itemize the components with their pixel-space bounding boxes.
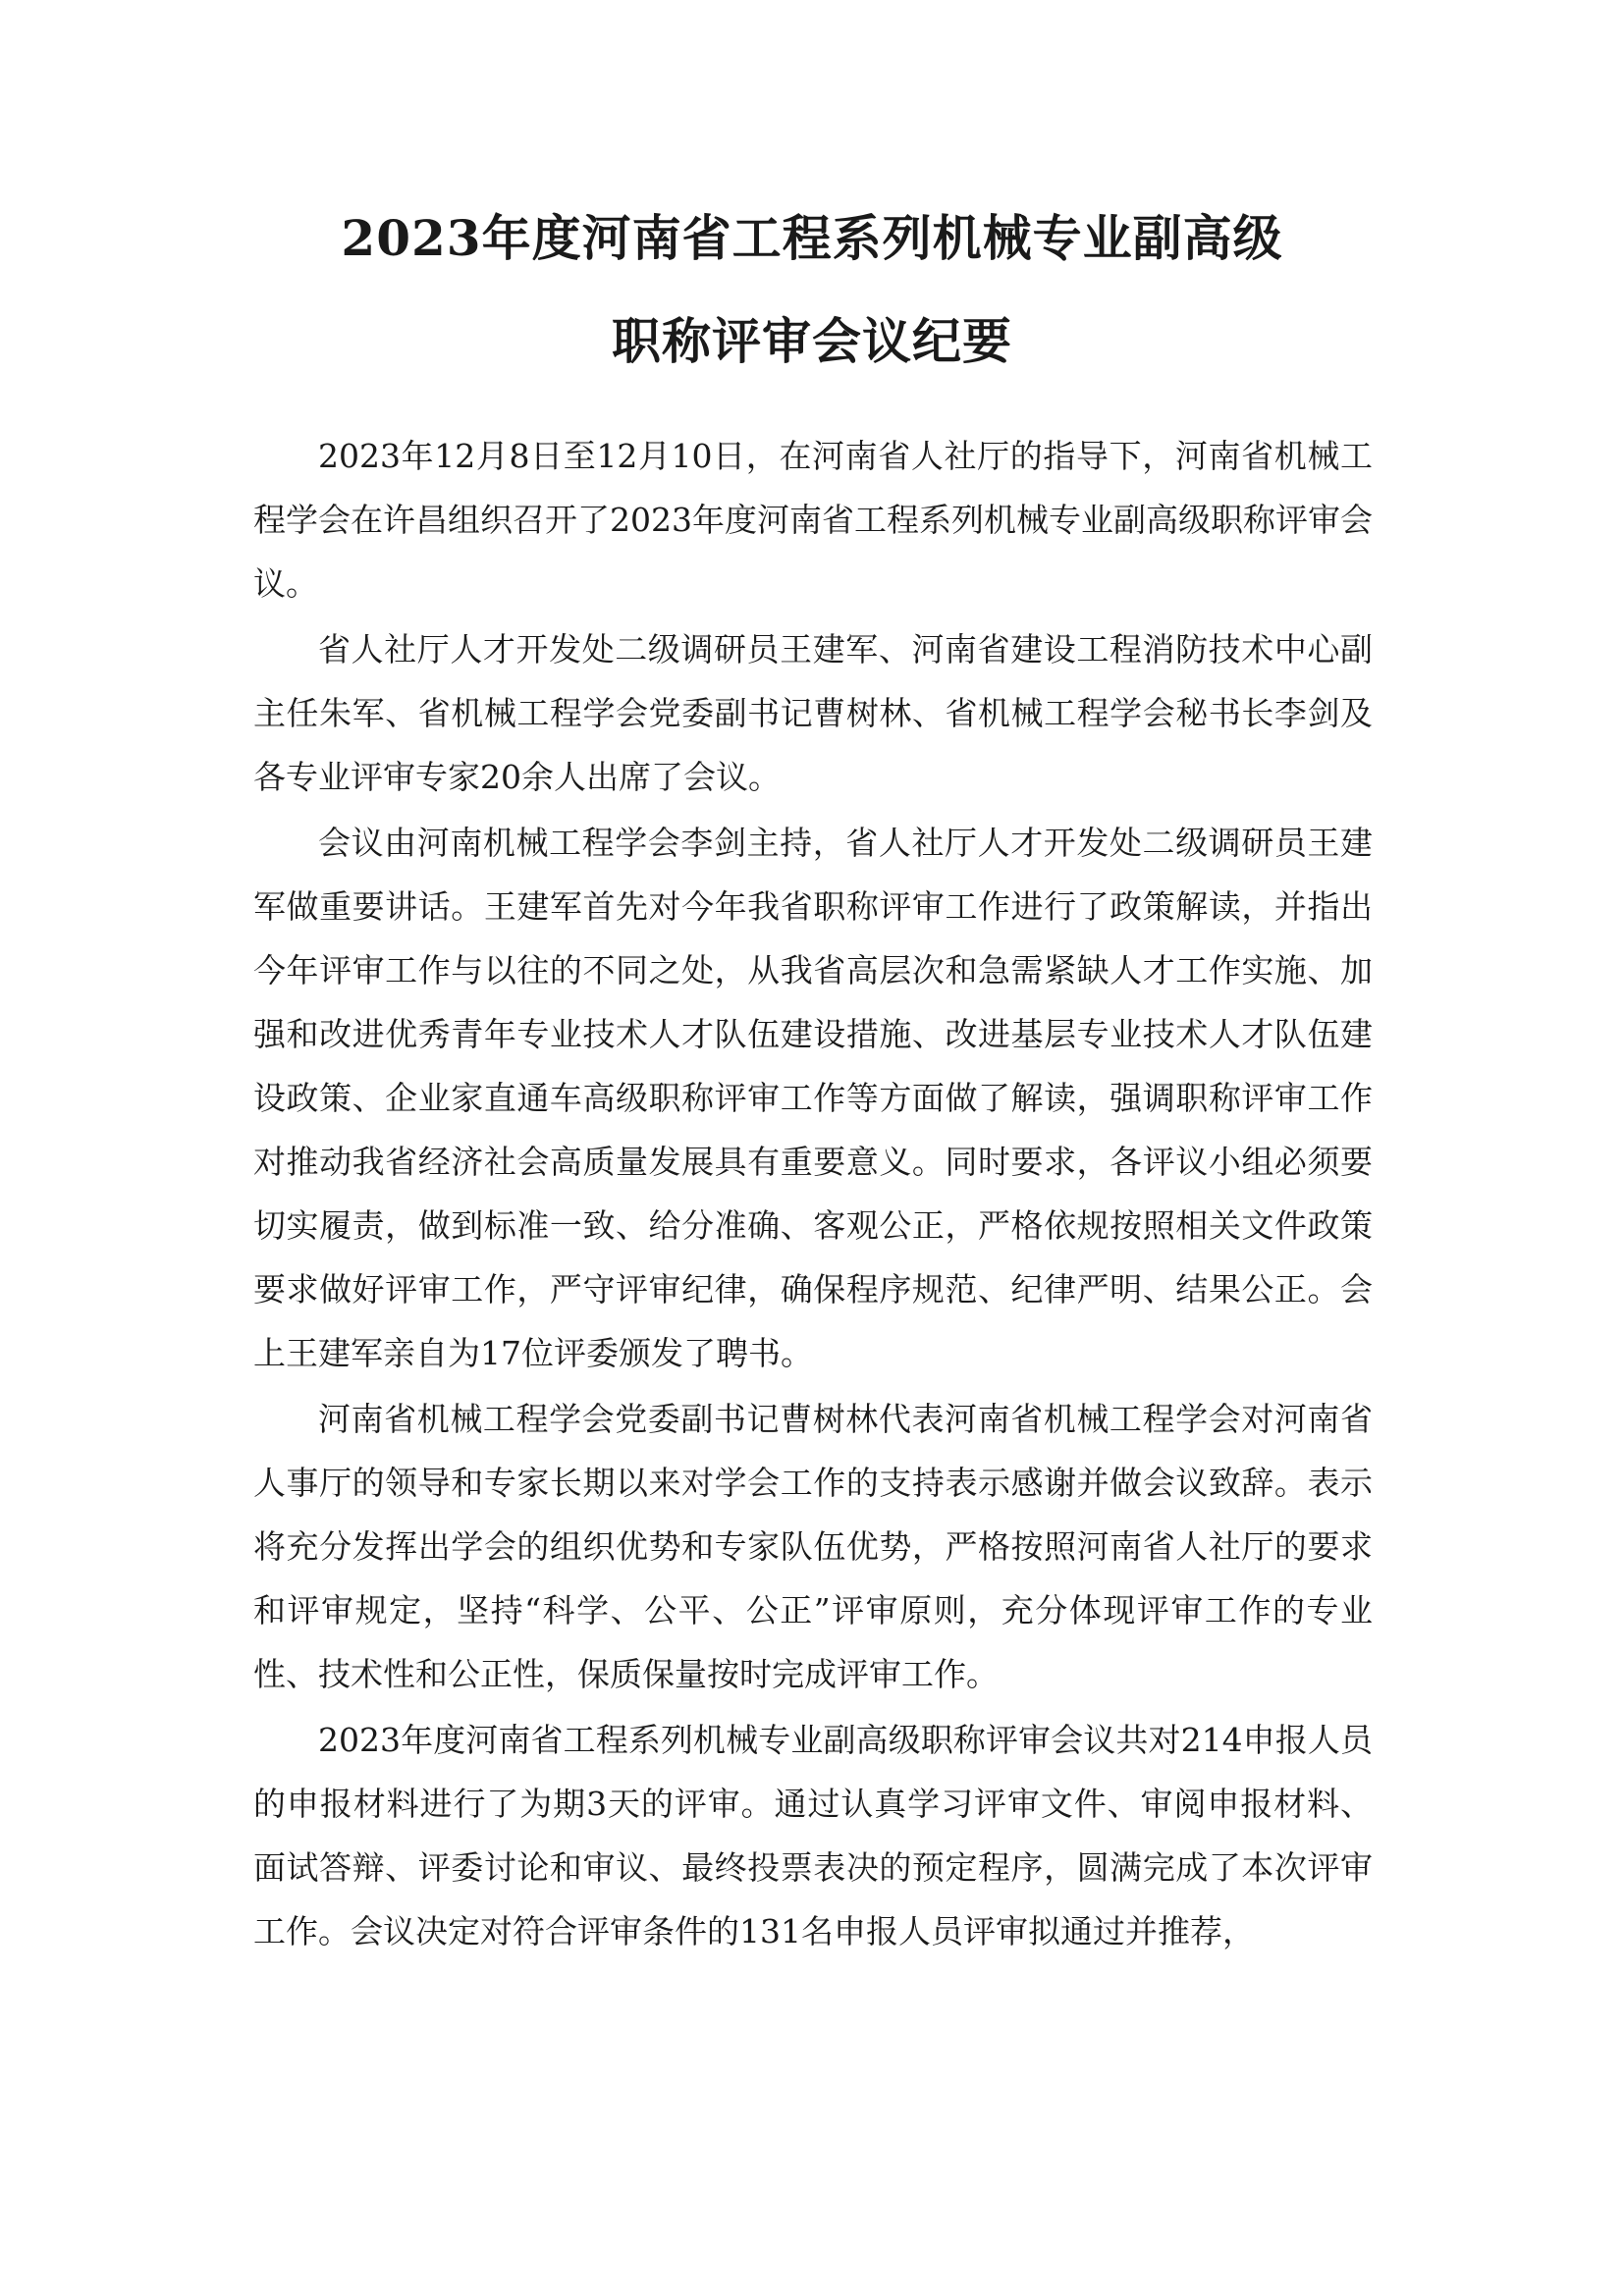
- paragraph-meeting-overview: 2023年12月8日至12月10日，在河南省人社厅的指导下，河南省机械工程学会在许昌组织召开了2023年度河南省工程系列机械专业副高级职称评审会议。: [253, 437, 1373, 603]
- paragraph-attendees: 省人社厅人才开发处二级调研员王建军、河南省建设工程消防技术中心副主任朱军、省机械工程学会党委副书记曹树林、省机械工程学会秘书长李剑及各专业评审专家20余人出席了会议。: [253, 630, 1373, 796]
- paragraph-address: 河南省机械工程学会党委副书记曹树林代表河南省机械工程学会对河南省人事厅的领导和专家长期以来对学会工作的支持表示感谢并做会议致辞。表示将充分发挥出学会的组织优势和专家队伍优势，严格按照河南省人社厅的要求和评审规定，坚持“科学、公平、公正”评审原则，充分体现评审工作的专业性、技术性和公正性，保质保量按时完成评审工作。: [253, 1400, 1373, 1693]
- document-title-line-2: 职称评审会议纪要: [612, 312, 1012, 370]
- document-title-line-1: 2023年度河南省工程系列机械专业副高级: [341, 209, 1283, 267]
- paragraph-speech: 会议由河南机械工程学会李剑主持，省人社厅人才开发处二级调研员王建军做重要讲话。王建军首先对今年我省职称评审工作进行了政策解读，并指出今年评审工作与以往的不同之处，从我省高层次和急需紧缺人才工作实施、加强和改进优秀青年专业技术人才队伍建设措施、改进基层专业技术人才队伍建设政策、企业家直通车高级职称评审工作等方面做了解读，强调职称评审工作对推动我省经济社会高质量发展具有重要意义。同时要求，各评议小组必须要切实履责，做到标准一致、给分准确、客观公正，严格依规按照相关文件政策要求做好评审工作，严守评审纪律，确保程序规范、纪律严明、结果公正。会上王建军亲自为17位评委颁发了聘书。: [253, 824, 1373, 1372]
- paragraph-results: 2023年度河南省工程系列机械专业副高级职称评审会议共对214申报人员的申报材料进行了为期3天的评审。通过认真学习评审文件、审阅申报材料、面试答辩、评委讨论和审议、最终投票表决的预定程序，圆满完成了本次评审工作。会议决定对符合评审条件的131名申报人员评审拟通过并推荐，: [253, 1721, 1373, 1950]
- document-body: [253, 424, 1373, 1965]
